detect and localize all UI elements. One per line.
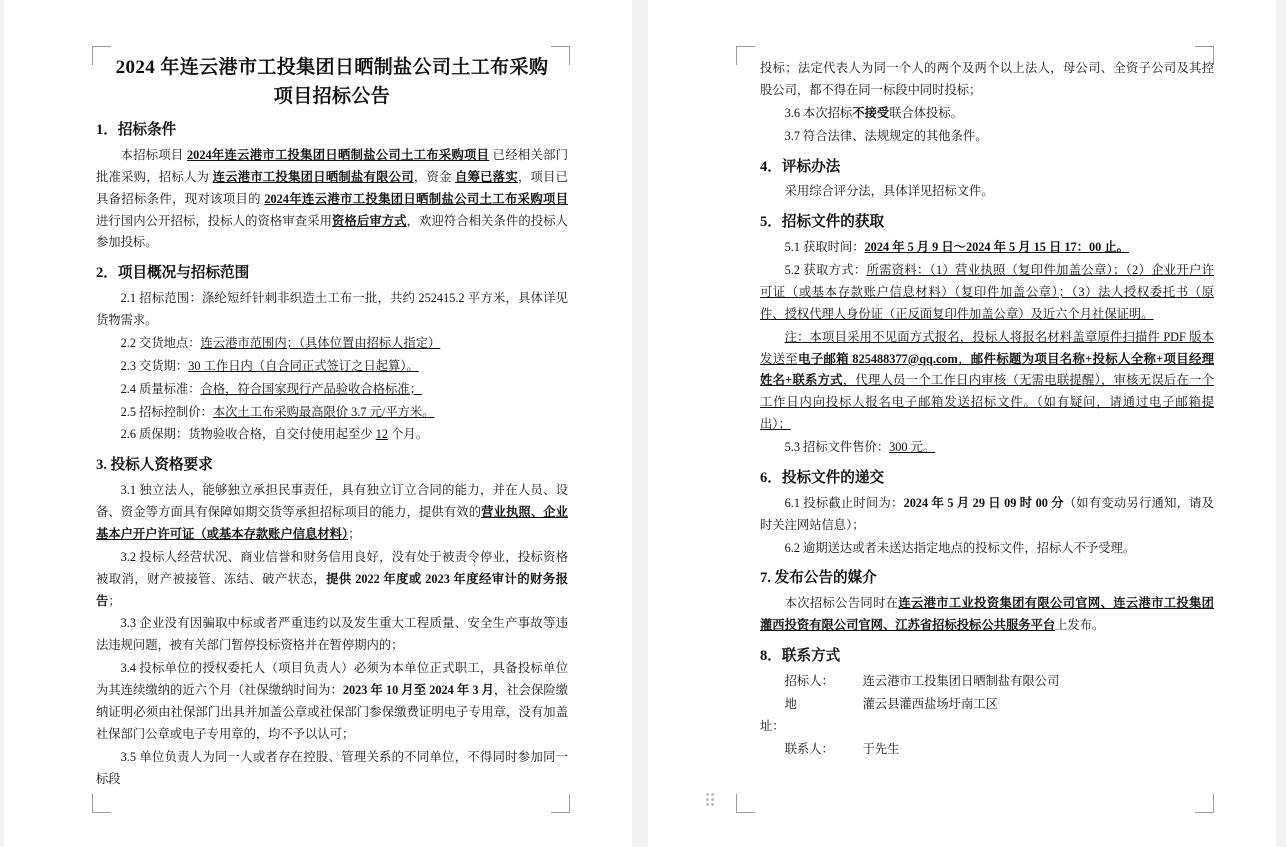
page-split-drag-handle[interactable]	[706, 793, 720, 809]
section-heading-2: 2．项目概况与招标范围	[96, 265, 250, 282]
page-title	[96, 54, 568, 111]
section-2-paragraph-2: 2.2 交货地点：连云港市范围内；（具体位置由招标人指定）	[120, 335, 441, 350]
section-1-paragraph-1: 本招标项目 2024年连云港市工投集团日晒制盐公司土工布采购项目 已经相关部门批准采购，招标人为 连云港市工投集团日晒制盐有限公司，资金 自筹已落实，项目已具备招标条件，现对该项目的 2024年连云港市工投集团日晒制盐公司土工布采购项目 进行国内公开招标，投标人的资格审查采用资格后审方式，欢迎符合相关条件的投标人参加投标。	[96, 147, 568, 250]
section-3-paragraph-4: 3.4 投标单位的授权委托人（项目负责人）必须为本单位正式职工，具备投标单位为其连续缴纳的近六个月（社保缴纳时间为：2023 年 10 月至 2024 年 3 月，社会保险缴纳证明必须由社保部门出具并加盖公章或社保部门参保缴费证明电子专用章，没有加盖社保部门公章或电子专用章的，均不予以认可；	[96, 661, 568, 741]
section-6-paragraph-1: 6.1 投标截止时间为：2024 年 5 月 29 日 09 时 00 分（如有变动另行通知，请及时关注网站信息）；	[760, 495, 1214, 532]
section-3-paragraph-3: 3.3 企业没有因骗取中标或者严重违约以及发生重大工程质量、安全生产事故等违法违规问题，被有关部门暂停投标资格并在暂停期内的；	[96, 616, 568, 653]
section-3-paragraph-6: 3.6 本次招标不接受联合体投标。	[784, 105, 963, 120]
section-heading-3: 3. 投标人资格要求	[96, 457, 213, 474]
section-3-paragraph-7: 3.7 符合法律、法规规定的其他条件。	[784, 128, 988, 143]
section-5-paragraph-3: 注：本项目采用不见面方式报名，投标人将报名材料盖章原件扫描件 PDF 版本发送至电子邮箱 825488377@qq.com，邮件标题为项目名称+投标人全称+项目经理姓名+联系方式，代理人员一个工作日内审核（无需电联提醒），审核无误后在一个工作日内向投标人报名电子邮箱发送招标文件。（如有疑问，请通过电子邮箱提出）；	[760, 329, 1214, 432]
section-heading-5: 5．招标文件的获取	[760, 214, 885, 231]
crop-mark-bottom-left-icon	[736, 794, 755, 813]
page-1-content	[96, 54, 568, 807]
crop-mark-top-left-icon	[736, 46, 755, 65]
section-heading-6: 6．投标文件的递交	[760, 469, 885, 486]
contact-row-1	[760, 671, 1214, 693]
contact-value-3: 于先生	[862, 741, 900, 756]
contact-label-1: 招标人：	[784, 673, 834, 688]
section-2-paragraph-1: 2.1 招标范围：涤纶短纤针刺非织造土工布一批，共约 252415.2 平方米，具体详见货物需求。	[96, 291, 568, 328]
section-2-paragraph-6: 2.6 质保期：货物验收合格，自交付使用起至少 12 个月。	[120, 427, 429, 442]
contact-label-2: 地 址：	[760, 696, 822, 733]
section-5-paragraph-1: 5.1 获取时间：2024 年 5 月 9 日～2024 年 5 月 15 日 17：00 止。	[784, 240, 1129, 255]
page-2-content	[760, 58, 1214, 807]
section-2-paragraph-3: 2.3 交货期：30 工作日内（自合同正式签订之日起算）。	[120, 358, 419, 373]
contact-label-3: 联系人：	[784, 741, 834, 756]
section-heading-7: 7. 发布公告的媒介	[760, 570, 877, 587]
document-page-2	[648, 0, 1276, 847]
section-3-paragraph-2: 3.2 投标人经营状况、商业信誉和财务信用良好，没有处于被责令停业，投标资格被取消，财产被接管、冻结、破产状态，提供 2022 年度或 2023 年度经审计的财务报告；	[96, 549, 568, 608]
section-heading-1: 1．招标条件	[96, 122, 177, 138]
page-title-line-1: 2024 年连云港市工投集团日晒制盐公司土工布采购	[115, 57, 549, 78]
contact-row-3	[760, 739, 1214, 761]
section-3-paragraph-5: 3.5 单位负责人为同一人或者存在控股、管理关系的不同单位，不得同时参加同一标段	[96, 749, 568, 786]
section-4-paragraph-1: 采用综合评分法，具体详见招标文件。	[784, 184, 994, 199]
document-page-1	[4, 0, 632, 847]
section-2-paragraph-5: 2.5 招标控制价：本次土工布采购最高限价 3.7 元/平方米。	[120, 404, 435, 419]
contact-value-1: 连云港市工投集团日晒制盐有限公司	[862, 673, 1060, 688]
section-5-paragraph-2: 5.2 获取方式：所需资料：（1）营业执照（复印件加盖公章）；（2）企业开户许可证（或基本存款账户信息材料）（复印件加盖公章）；（3）法人授权委托书（原件、授权代理人身份证（正反面复印件加盖公章）及近六个月社保证明。	[760, 263, 1214, 321]
page-gutter	[635, 0, 645, 847]
contact-row-2	[760, 694, 1214, 738]
section-5-paragraph-4: 5.3 招标文件售价：300 元。	[784, 440, 936, 455]
section-3-continued-paragraph: 投标；法定代表人为同一个人的两个及两个以上法人，母公司、全资子公司及其控股公司，都不得在同一标段中同时投标；	[760, 61, 1214, 97]
section-6-paragraph-2: 6.2 逾期送达或者未送达指定地点的投标文件，招标人不予受理。	[784, 540, 1136, 555]
section-heading-4: 4．评标办法	[760, 158, 841, 175]
section-7-paragraph-1: 本次招标公告同时在连云港市工业投资集团有限公司官网、连云港市工投集团灌西投资有限公司官网、江苏省招标投标公共服务平台上发布。	[760, 596, 1214, 633]
contact-value-2: 灌云县灌西盐场圩南工区	[862, 696, 998, 711]
section-2-paragraph-4: 2.4 质量标准：合格，符合国家现行产品验收合格标准；	[120, 381, 422, 396]
section-3-paragraph-1: 3.1 独立法人，能够独立承担民事责任，具有独立订立合同的能力，并在人员、设备、资金等方面具有保障如期交货等承担招标项目的能力，提供有效的营业执照、企业基本户开户许可证（或基本存款账户信息材料）；	[96, 483, 568, 541]
page-title-line-2: 项目招标公告	[273, 85, 391, 107]
section-heading-8: 8．联系方式	[760, 648, 841, 665]
